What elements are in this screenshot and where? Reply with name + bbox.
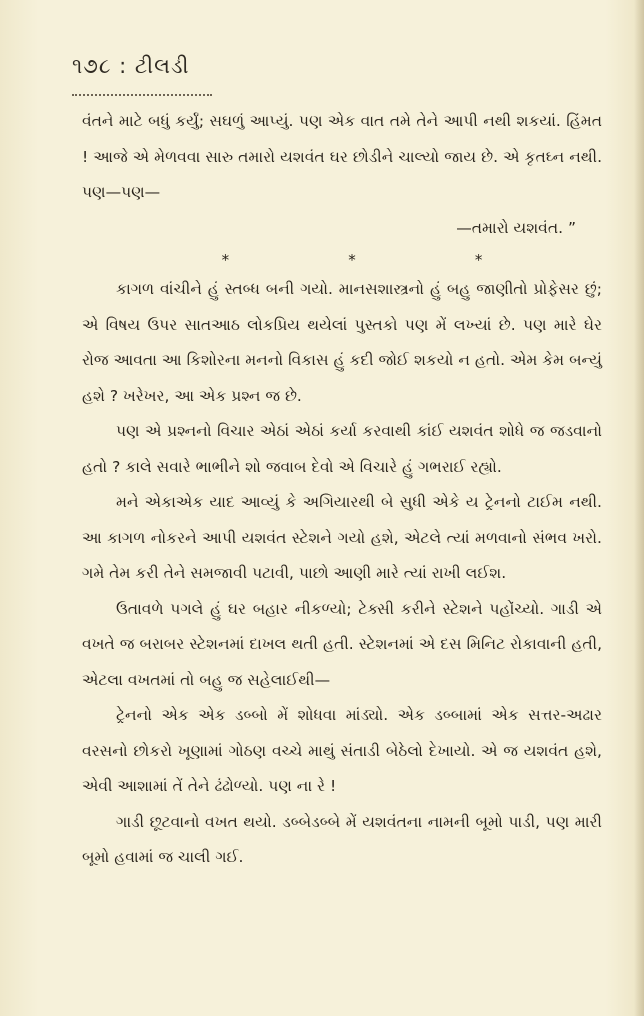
paragraph: કાગળ વાંચીને હું સ્તબ્ધ બની ગયો. માનસશાસ્ત્રનો હું બહુ જાણીતો પ્રોફેસર છું; એ વિષય ઉપર સાતઆઠ લોકપ્રિય થયેલાં પુસ્તકો પણ મેં લખ્યાં છે. પણ મારે ઘેર રોજ આવતા આ કિશોરના મનનો વિકાસ હું કદી જોઈ શકયો ન હતો. એમ કેમ બન્યું હશે ? ખરેખર, આ એક પ્રશ્ન જ છે. bbox=[82, 280, 602, 405]
letter-text: વંતને માટે બધું કર્યું; સઘળું આપ્યું. પણ એક વાત તમે તેને આપી નથી શકયાં. હિંમત ! આજે એ મેળવવા સારુ તમારો યશવંત ઘર છોડીને ચાલ્યો જાય છે. એ કૃતઘ્ન નથી. પણ—પણ— bbox=[82, 112, 602, 201]
separator-star: * bbox=[474, 251, 483, 269]
section-separator bbox=[82, 250, 602, 270]
paragraph: ગાડી છૂટવાનો વખત થયો. ડબ્બેડબ્બે મેં યશવંતના નામની બૂમો પાડી, પણ મારી બૂમો હવામાં જ ચાલી ગઈ. bbox=[82, 812, 602, 866]
page-spine-shadow bbox=[634, 0, 644, 1016]
running-header: ૧૭૮ : ટીલડી bbox=[72, 54, 190, 78]
page-body bbox=[82, 104, 602, 876]
paragraph: ટ્રેનનો એક એક ડબ્બો મેં શોધવા માંડ્યો. એક ડબ્બામાં એક સત્તર-અઢાર વરસનો છોકરો ખૂણામાં ગોઠણ વચ્ચે માથું સંતાડી બેઠેલો દેખાયો. એ જ યશવંત હશે, એવી આશામાં તેં તેને ઢંઢોળ્યો. પણ ના રે ! bbox=[82, 706, 602, 795]
letter-signature: —તમારો યશવંત. ” bbox=[456, 218, 576, 237]
separator-star: * bbox=[221, 251, 230, 269]
paragraph: પણ એ પ્રશ્નનો વિચાર એઠાં એઠાં કર્યા કરવાથી કાંઈ યશવંત શોધે જ જડવાનો હતો ? કાલે સવારે ભાભીને શો જવાબ દેવો એ વિચારે હું ગભરાઈ રહ્યો. bbox=[82, 422, 602, 476]
header-rule bbox=[72, 88, 212, 96]
paragraph: ઉતાવળે પગલે હું ઘર બહાર નીકળ્યો; ટેક્સી કરીને સ્ટેશને પહોંચ્યો. ગાડી એ વખતે જ બરાબર સ્ટેશનમાં દાખલ થતી હતી. સ્ટેશનમાં એ દસ મિનિટ રોકાવાની હતી, એટલા વખતમાં તો બહુ જ સહેલાઈથી— bbox=[82, 599, 602, 689]
separator-star: * bbox=[348, 251, 356, 269]
paragraph: મને એકાએક યાદ આવ્યું કે અગિયારથી બે સુધી એકે ય ટ્રેનનો ટાઈમ નથી. આ કાગળ નોકરને આપી યશવંત સ્ટેશને ગયો હશે, એટલે ત્યાં મળવાનો સંભવ ખરો. ગમે તેમ કરી તેને સમજાવી પટાવી, પાછો આણી મારે ત્યાં રાખી લઈશ. bbox=[82, 493, 602, 582]
